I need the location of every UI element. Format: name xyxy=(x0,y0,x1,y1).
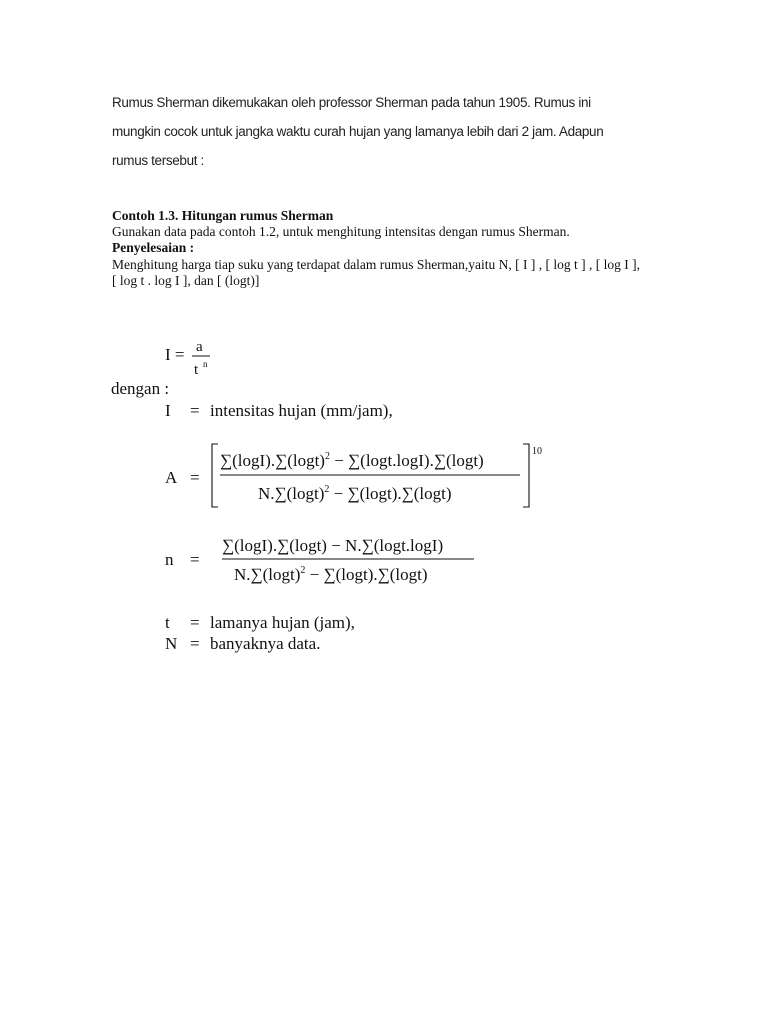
N-description: banyaknya data. xyxy=(210,634,321,653)
main-formula-numerator: a xyxy=(196,339,203,355)
main-formula-exponent: n xyxy=(203,359,208,369)
sherman-formula-image xyxy=(110,330,570,660)
solution-line-1: Menghitung harga tiap suku yang terdapat dalam rumus Sherman,yaitu N, [ I ] , [ log t ] , [ log I ], xyxy=(112,256,641,272)
definition-t xyxy=(165,613,355,632)
I-equals: = xyxy=(190,401,200,420)
intro-line-3: rumus tersebut : xyxy=(112,153,204,168)
n-numerator: ∑(logI).∑(logt) − N.∑(logt.logI) xyxy=(222,536,444,555)
A-right-bracket xyxy=(523,444,529,507)
solution-line-2: [ log t . log I ], dan [ (logt)] xyxy=(112,272,260,288)
A-equals: = xyxy=(190,468,200,487)
n-denominator: $N.\sum(\log t)^2 - \sum(\log t).\sum(\log t)$ xyxy=(234,565,428,584)
formula-n xyxy=(165,536,474,584)
intro-line-1: Rumus Sherman dikemukakan oleh professor Sherman pada tahun 1905. Rumus ini xyxy=(112,95,591,110)
example-heading: Contoh 1.3. Hitungan rumus Sherman xyxy=(112,208,334,223)
example-description: Gunakan data pada contoh 1.2, untuk menghitung intensitas dengan rumus Sherman. xyxy=(112,224,570,240)
definition-N xyxy=(165,634,320,653)
I-description: intensitas hujan (mm/jam), xyxy=(210,401,393,420)
solution-label: Penyelesaian : xyxy=(112,240,195,256)
t-symbol: t xyxy=(165,613,170,632)
A-numerator: $\sum(\log I).\sum(\log t)^2 - \sum(\log t.\log I).\sum(\log t)$ xyxy=(220,451,484,470)
intro-paragraph xyxy=(112,88,672,175)
A-exponent: 10 xyxy=(532,446,542,457)
n-equals: = xyxy=(190,550,200,569)
formula-A xyxy=(165,444,542,507)
A-left-bracket xyxy=(212,444,218,507)
N-equals: = xyxy=(190,634,200,653)
intro-line-2: mungkin cocok untuk jangka waktu curah hujan yang lamanya lebih dari 2 jam. Adapun xyxy=(112,124,604,139)
main-formula-denominator: t xyxy=(194,362,199,378)
I-symbol: I xyxy=(165,401,171,420)
main-formula xyxy=(165,339,210,378)
A-symbol: A xyxy=(165,468,178,487)
t-description: lamanya hujan (jam), xyxy=(210,613,355,632)
definition-I xyxy=(165,401,393,420)
example-section xyxy=(112,208,682,289)
t-equals: = xyxy=(190,613,200,632)
n-symbol: n xyxy=(165,550,174,569)
main-formula-lhs: I = xyxy=(165,345,185,364)
A-denominator: $N.\sum(\log t)^2 - \sum(\log t).\sum(\log t)$ xyxy=(258,484,452,503)
formula-svg xyxy=(110,330,570,660)
dengan-label: dengan : xyxy=(111,379,170,398)
N-symbol: N xyxy=(165,634,178,653)
